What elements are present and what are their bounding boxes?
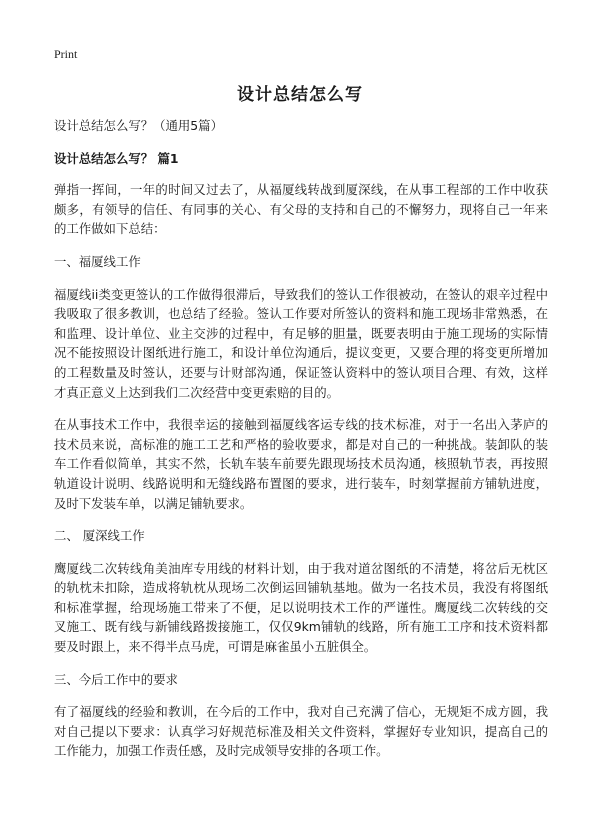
paragraph-material-plan: 鹰厦线二次转线角美油库专用线的材料计划，由于我对道岔图纸的不清楚，将岔后无枕区的轨枕未扣除，造成将轨枕从现场二次倒运回铺轨基地。做为一名技术员，我没有将图纸和标准掌握，给现场施工带来了不便，足以说明技术工作的严谨性。鹰厦线二次转线的交叉施工、既有线与新铺线路拨接施工，仅仅9km铺轨的线路，所有施工工序和技术资料都要及时跟上，来不得半点马虎，可谓是麻雀虽小五脏俱全。: [54, 560, 548, 655]
print-link[interactable]: Print: [54, 47, 78, 61]
paragraph-change-approval: 福厦线ii类变更签认的工作做得很滞后，导致我们的签认工作很被动，在签认的艰辛过程中我吸取了很多教训，也总结了经验。签认工作要对所签认的资料和施工现场非常熟悉，在和监理、设计单位、业主交涉的过程中，有足够的胆量，既要表明由于施工现场的实际情况不能按照设计图纸进行施工，和设计单位沟通后，提议变更，又要合理的将变更所增加的工程数量及时签认，还要与计财部沟通，保证签认资料中的签认项目合理、有效，这样才真正意义上达到我们二次经营中变更索赔的目的。: [54, 286, 548, 400]
heading-fuxia-line: 一、福厦线工作: [54, 253, 141, 269]
document-title: 设计总结怎么写: [237, 85, 363, 105]
intro-paragraph: 弹指一挥间，一年的时间又过去了，从福厦线转战到厦深线，在从事工程部的工作中收获颇多，有领导的信任、有同事的关心、有父母的支持和自己的不懈努力，现将自己一年来的工作做如下总结：: [54, 182, 548, 237]
document-body: [54, 116, 548, 774]
document-subtitle: 设计总结怎么写？（通用5篇）: [54, 118, 223, 133]
paragraph-future-goals: 有了福厦线的经验和教训，在今后的工作中，我对自己充满了信心，无规矩不成方圆，我对自己提以下要求：认真学习好规范标准及相关文件资料，掌握好专业知识，提高自己的工作能力，加强工作责任感，及时完成领导安排的各项工作。: [54, 704, 548, 759]
section-title: 设计总结怎么写？ 篇1: [54, 150, 179, 166]
heading-future-requirements: 三、今后工作中的要求: [54, 671, 178, 687]
heading-xiashen-line: 二、 厦深线工作: [54, 528, 145, 544]
paragraph-technical-work: 在从事技术工作中，我很幸运的接触到福厦线客运专线的技术标准，对于一名出入茅庐的技术员来说，高标准的施工工艺和严格的验收要求，都是对自己的一种挑战。装卸队的装车工作看似简单，其实不然，长轨车装车前要先跟现场技术员沟通，核照轨节表，再按照轨道设计说明、线路说明和无缝线路布置图的要求，进行装车，时刻掌握前方铺轨进度，及时下发装车单，以满足铺轨要求。: [54, 417, 548, 511]
